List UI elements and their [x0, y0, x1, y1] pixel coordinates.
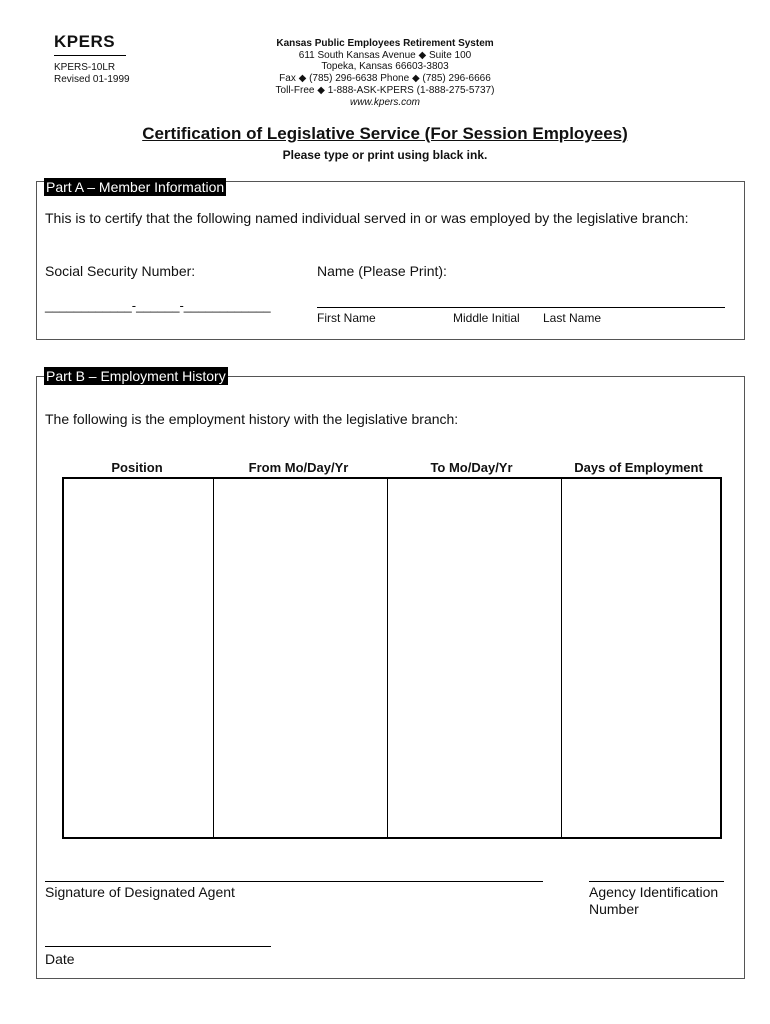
column-header-days: Days of Employment	[574, 460, 703, 475]
employment-history-table	[62, 477, 722, 839]
last-name-label: Last Name	[543, 311, 602, 325]
form-instructions: Please type or print using black ink.	[282, 148, 488, 162]
organization-address	[250, 38, 520, 108]
address-line-2: Topeka, Kansas 66603-3803	[321, 61, 449, 73]
form-title: Certification of Legislative Service (For Session Employees)	[142, 124, 628, 143]
date-label: Date	[45, 951, 75, 967]
part-a-section	[36, 181, 745, 340]
phone-line: Fax ◆ (785) 296-6638 Phone ◆ (785) 296-6666	[279, 73, 491, 85]
position-cell[interactable]	[64, 479, 214, 837]
ssn-field[interactable]: ____________-______-____________	[45, 298, 271, 313]
tollfree-line: Toll-Free ◆ 1-888-ASK-KPERS (1-888-275-5737)	[275, 84, 495, 96]
form-code: KPERS-10LR	[54, 62, 116, 73]
column-header-position: Position	[111, 460, 163, 475]
from-date-cell[interactable]	[214, 479, 388, 837]
kpers-logo: KPERS	[54, 32, 116, 51]
certify-statement: This is to certify that the following named individual served in or was employed by the legislative branch:	[45, 210, 689, 226]
part-b-heading: Part B – Employment History	[46, 368, 226, 384]
website: www.kpers.com	[349, 96, 420, 108]
days-cell[interactable]	[562, 479, 720, 837]
agency-id-field[interactable]	[589, 881, 724, 882]
agency-id-label: Agency Identification Number	[589, 884, 719, 917]
revision-date: Revised 01-1999	[54, 74, 130, 85]
logo-divider	[54, 55, 126, 56]
to-date-cell[interactable]	[388, 479, 562, 837]
column-header-from: From Mo/Day/Yr	[248, 460, 349, 475]
column-header-to: To Mo/Day/Yr	[430, 460, 513, 475]
form-code-block	[54, 62, 130, 86]
name-label: Name (Please Print):	[317, 263, 447, 279]
signature-field[interactable]	[45, 881, 543, 882]
date-field[interactable]	[45, 946, 271, 947]
ssn-label: Social Security Number:	[45, 263, 196, 279]
history-intro: The following is the employment history with the legislative branch:	[45, 411, 459, 427]
org-name: Kansas Public Employees Retirement System	[276, 38, 494, 49]
part-a-heading: Part A – Member Information	[46, 179, 225, 195]
signature-label: Signature of Designated Agent	[45, 884, 235, 900]
address-line-1: 611 South Kansas Avenue ◆ Suite 100	[298, 49, 472, 61]
middle-initial-label: Middle Initial	[453, 311, 520, 325]
name-field[interactable]	[317, 307, 725, 308]
first-name-label: First Name	[317, 311, 376, 325]
